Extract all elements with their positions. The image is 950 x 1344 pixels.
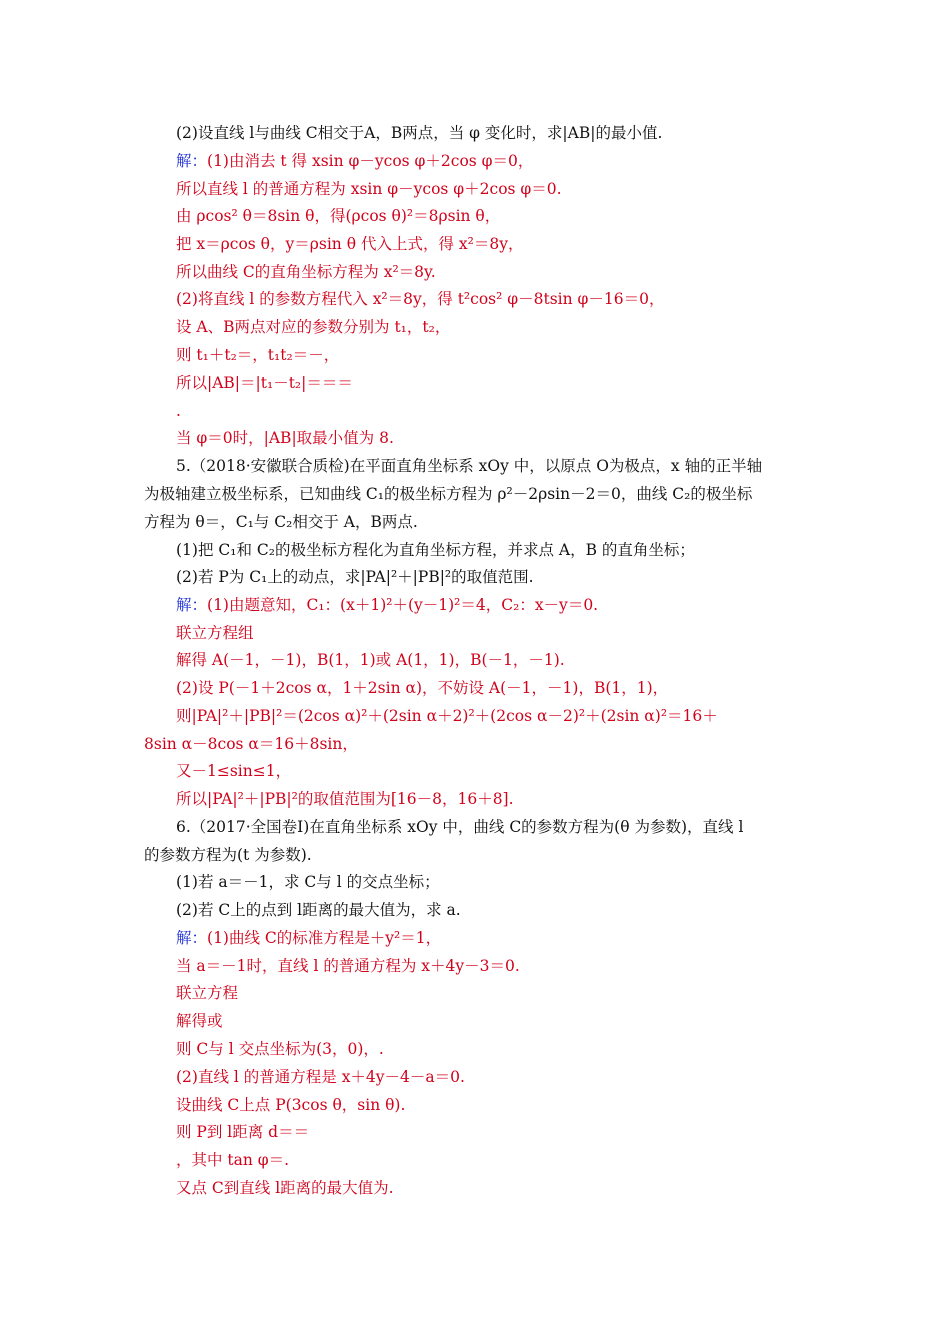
question-5-part-2: (2)若 P为 C₁上的动点，求|PA|²＋|PB|²的取值范围.: [176, 568, 534, 586]
solution-4-line-5: 所以曲线 C的直角坐标方程为 x²＝8y.: [176, 263, 436, 281]
solution-4-line-9: 所以|AB|＝|t₁－t₂|＝＝＝: [176, 374, 353, 392]
question-5-line-2: 为极轴建立极坐标系，已知曲线 C₁的极坐标方程为 ρ²－2ρsin－2＝0，曲线 C₂的极坐标: [144, 485, 753, 503]
question-6-part-1: (1)若 a＝－1，求 C与 l 的交点坐标；: [176, 873, 440, 891]
solution-6-line-10: 又点 C到直线 l距离的最大值为.: [176, 1179, 394, 1197]
solution-5-line-8: 所以|PA|²＋|PB|²的取值范围为[16－8，16＋8].: [176, 790, 514, 808]
solution-5-line-6: 8sin α－8cos α＝16＋8sin，: [144, 735, 358, 753]
solution-4-line-1: [176, 150, 533, 172]
solution-4-line-8: 则 t₁＋t₂＝，t₁t₂＝－，: [176, 346, 340, 364]
solution-label: 解：: [176, 929, 208, 947]
solution-label: 解：: [176, 596, 208, 614]
solution-6-line-7: 设曲线 C上点 P(3cos θ，sin θ).: [176, 1096, 406, 1114]
solution-6-line-6: (2)直线 l 的普通方程是 x＋4y－4－a＝0.: [176, 1068, 465, 1086]
question-5-line-3: 方程为 θ＝，C₁与 C₂相交于 A，B两点.: [144, 513, 418, 531]
solution-text: (1)曲线 C的标准方程是＋y²＝1，: [207, 929, 442, 947]
solution-4-line-4: 把 x＝ρcos θ，y＝ρsin θ 代入上式，得 x²＝8y，: [176, 235, 524, 253]
question-6-line-2: 的参数方程为(t 为参数).: [144, 846, 312, 864]
solution-6-line-8: 则 P到 l距离 d＝＝: [176, 1123, 310, 1141]
solution-5-line-3: 解得 A(－1，－1)，B(1，1)或 A(1，1)，B(－1，－1).: [176, 651, 565, 669]
solution-4-line-10: .: [176, 402, 181, 420]
solution-5-line-4: (2)设 P(－1＋2cos α，1＋2sin α)，不妨设 A(－1，－1)，B(1，1)，: [176, 679, 669, 697]
solution-5-line-2: 联立方程组: [176, 624, 254, 642]
solution-6-line-4: 解得或: [176, 1012, 223, 1030]
solution-4-line-2: 所以直线 l 的普通方程为 xsin φ－ycos φ＋2cos φ＝0.: [176, 180, 562, 198]
solution-6-line-5: 则 C与 l 交点坐标为(3，0)，.: [176, 1040, 384, 1058]
question-5-part-1: (1)把 C₁和 C₂的极坐标方程化为直角坐标方程，并求点 A，B 的直角坐标；: [176, 541, 695, 559]
solution-text: (1)由题意知，C₁：(x＋1)²＋(y－1)²＝4，C₂：x－y＝0.: [207, 596, 599, 614]
solution-text: (1)由消去 t 得 xsin φ－ycos φ＋2cos φ＝0，: [207, 152, 534, 170]
solution-4-line-3: 由 ρcos² θ＝8sin θ，得(ρcos θ)²＝8ρsin θ，: [176, 207, 501, 225]
solution-4-line-6: (2)将直线 l 的参数方程代入 x²＝8y，得 t²cos² φ－8tsin φ－16＝0，: [176, 290, 665, 308]
solution-4-line-7: 设 A、B两点对应的参数分别为 t₁，t₂，: [176, 318, 451, 336]
solution-6-line-1: [176, 927, 441, 949]
solution-5-line-1: [176, 594, 598, 616]
question-5-line-1: 5.（2018·安徽联合质检)在平面直角坐标系 xOy 中，以原点 O为极点，x 轴的正半轴: [176, 457, 763, 475]
solution-label: 解：: [176, 152, 208, 170]
solution-6-line-9: ，其中 tan φ＝.: [176, 1151, 290, 1169]
solution-6-line-3: 联立方程: [176, 984, 239, 1002]
solution-5-line-5: 则|PA|²＋|PB|²＝(2cos α)²＋(2sin α＋2)²＋(2cos α－2)²＋(2sin α)²＝16＋: [176, 707, 718, 725]
solution-5-line-7: 又－1≤sin≤1，: [176, 762, 292, 780]
solution-6-line-2: 当 a＝－1时，直线 l 的普通方程为 x＋4y－3＝0.: [176, 957, 520, 975]
question-6-line-1: 6.（2017·全国卷Ⅰ)在直角坐标系 xOy 中，曲线 C的参数方程为(θ 为参数)，直线 l: [176, 818, 744, 836]
solution-4-line-11: 当 φ＝0时，|AB|取最小值为 8.: [176, 429, 394, 447]
question-4-part-2: (2)设直线 l与曲线 C相交于A，B两点，当 φ 变化时，求|AB|的最小值.: [176, 124, 663, 142]
question-6-part-2: (2)若 C上的点到 l距离的最大值为，求 a.: [176, 901, 461, 919]
